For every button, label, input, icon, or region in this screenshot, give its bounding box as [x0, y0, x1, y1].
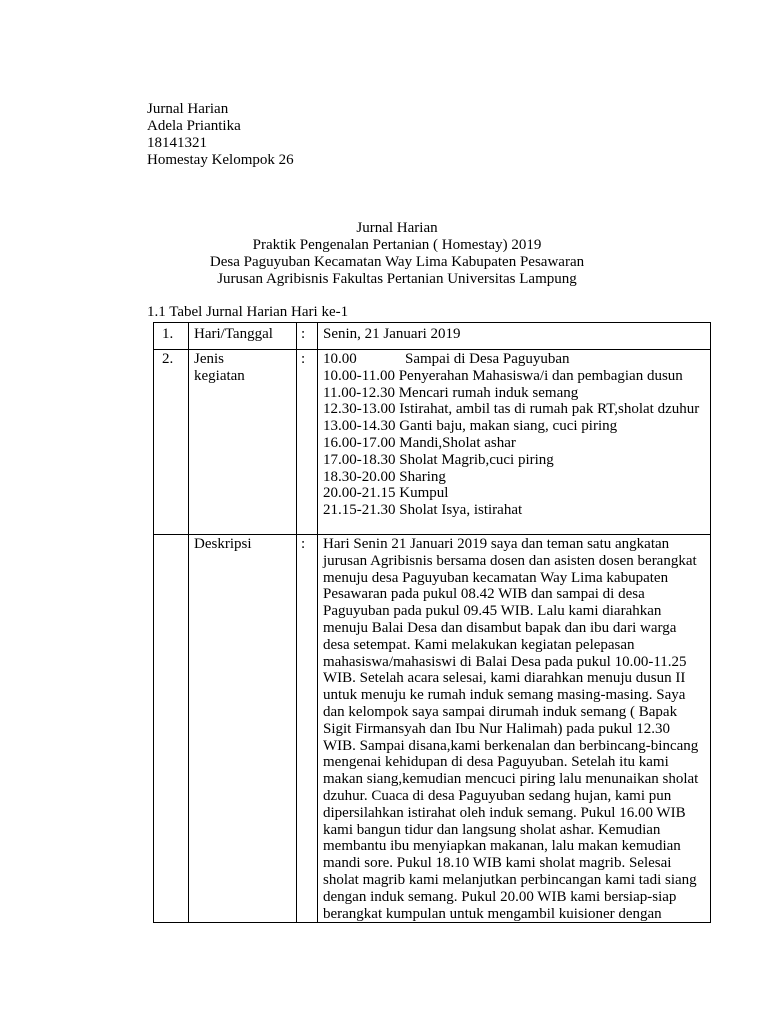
- table-row-activities: [154, 350, 711, 535]
- schedule-time: 13.00-14.30: [323, 418, 396, 435]
- row-value-date: Senin, 21 Januari 2019: [318, 323, 711, 350]
- description-line: dzuhur. Cuaca di desa Paguyuban sedang hujan, kami pun: [323, 787, 672, 804]
- schedule-time: 10.00-11.00: [323, 367, 395, 384]
- schedule-item: [323, 469, 706, 486]
- schedule-item: [323, 351, 706, 368]
- row-number: 2.: [154, 350, 189, 535]
- schedule-activity: Mencari rumah induk semang: [398, 384, 579, 401]
- description-line: mandi sore. Pukul 18.10 WIB kami sholat magrib. Selesai: [323, 855, 672, 872]
- description-line: mengenai kehidupan di desa Paguyuban. Setelah itu kami: [323, 754, 669, 771]
- schedule-item: [323, 452, 706, 469]
- schedule-time: 17.00-18.30: [323, 451, 396, 468]
- description-line: Hari Senin 21 Januari 2019 saya dan teman satu angkatan: [323, 536, 670, 552]
- table-caption: 1.1 Tabel Jurnal Harian Hari ke-1: [147, 304, 349, 320]
- schedule-list: [318, 350, 711, 535]
- schedule-activity: Mandi,Sholat ashar: [399, 434, 516, 451]
- description-line: Sigit Firmansyah dan Ibu Nur Halimah) pada pukul 12.30: [323, 720, 671, 737]
- schedule-item: [323, 502, 706, 519]
- description-line: dan kelompok saya sampai dirumah induk semang ( Bapak: [323, 703, 678, 720]
- description-line: Paguyuban pada pukul 09.45 WIB. Lalu kami diarahkan: [323, 603, 662, 620]
- row-number: [154, 535, 189, 923]
- table-row-date: [154, 323, 711, 350]
- schedule-time: 16.00-17.00: [323, 434, 396, 451]
- description-line: dipersilahkan istirahat oleh induk semang. Pukul 16.00 WIB: [323, 804, 686, 821]
- description-line: menuju Balai Desa dan disambut bapak dan ibu dari warga: [323, 619, 677, 636]
- row-colon: :: [297, 350, 318, 535]
- schedule-item: [323, 368, 706, 385]
- journal-table: [153, 322, 711, 923]
- row-label-description: Deskripsi: [189, 535, 297, 923]
- description-line: mahasiswa/mahasiswi di Balai Desa pada pukul 10.00-11.25: [323, 653, 687, 670]
- row-label-line: kegiatan: [194, 367, 245, 384]
- schedule-activity: Istirahat, ambil tas di rumah pak RT,sholat dzuhur: [399, 401, 700, 418]
- description-line: kami bangun tidur dan langsung sholat ashar. Kemudian: [323, 821, 661, 838]
- schedule-activity: Penyerahan Mahasiswa/i dan pembagian dusun: [398, 367, 683, 384]
- description-text: [318, 535, 711, 923]
- schedule-time: 10.00: [323, 351, 357, 367]
- schedule-activity: Sholat Magrib,cuci piring: [399, 451, 554, 468]
- description-line: membantu ibu menyiapkan makanan, lalu makan kemudian: [323, 838, 681, 855]
- row-label-activities: [189, 350, 297, 535]
- schedule-time: 21.15-21.30: [323, 502, 396, 519]
- description-line: untuk menuju ke rumah induk semang masing-masing. Saya: [323, 687, 686, 704]
- row-colon: :: [297, 323, 318, 350]
- header-doc-type: Jurnal Harian: [147, 101, 229, 117]
- row-number: 1.: [154, 323, 189, 350]
- schedule-activity: Ganti baju, makan siang, cuci piring: [399, 418, 618, 435]
- description-line: desa setempat. Kami melakukan kegiatan pelepasan: [323, 636, 635, 653]
- schedule-time: 11.00-12.30: [323, 384, 395, 401]
- table-row-description: [154, 535, 711, 923]
- title-line-1: Jurnal Harian: [356, 220, 438, 236]
- description-line: WIB. Sampai disana,kami berkenalan dan berbincang-bincang: [323, 737, 699, 754]
- row-label-line: Jenis: [194, 351, 224, 367]
- document-title: [0, 220, 768, 288]
- schedule-item: [323, 435, 706, 452]
- description-line: makan siang,kemudian mencuci piring lalu menunaikan sholat: [323, 771, 699, 788]
- author-header: [147, 101, 294, 169]
- row-colon: :: [297, 535, 318, 923]
- schedule-item: [323, 401, 706, 418]
- title-line-3: Desa Paguyuban Kecamatan Way Lima Kabupaten Pesawaran: [209, 254, 585, 270]
- schedule-time: 18.30-20.00: [323, 468, 396, 485]
- description-line: sholat magrib kami melanjutkan perbincangan kami tadi siang: [323, 871, 697, 888]
- description-line: dengan induk semang. Pukul 20.00 WIB kami bersiap-siap: [323, 888, 677, 905]
- row-label-date: Hari/Tanggal: [189, 323, 297, 350]
- schedule-activity: Sampai di Desa Paguyuban: [405, 351, 570, 367]
- schedule-activity: Sharing: [399, 468, 446, 485]
- header-author-name: Adela Priantika: [147, 118, 241, 134]
- schedule-time: 12.30-13.00: [323, 401, 396, 418]
- description-line: menuju desa Paguyuban kecamatan Way Lima kabupaten: [323, 569, 669, 586]
- schedule-activity: Kumpul: [399, 485, 449, 502]
- description-line: berangkat kumpulan untuk mengambil kuisioner dengan: [323, 905, 662, 922]
- schedule-item: [323, 385, 706, 402]
- schedule-time: 20.00-21.15: [323, 485, 396, 502]
- schedule-item: [323, 418, 706, 435]
- description-line: Pesawaran pada pukul 08.42 WIB dan sampai di desa: [323, 586, 645, 603]
- description-line: jurusan Agribisnis bersama dosen dan asisten dosen berangkat: [323, 552, 697, 569]
- title-line-2: Praktik Pengenalan Pertanian ( Homestay) 2019: [252, 237, 542, 253]
- schedule-item: [323, 485, 706, 502]
- header-group: Homestay Kelompok 26: [147, 152, 294, 168]
- schedule-activity: Sholat Isya, istirahat: [399, 502, 523, 519]
- header-student-id: 18141321: [147, 135, 207, 151]
- title-line-4: Jurusan Agribisnis Fakultas Pertanian Universitas Lampung: [217, 271, 577, 287]
- description-line: WIB. Setelah acara selesai, kami diarahkan menuju dusun II: [323, 670, 686, 687]
